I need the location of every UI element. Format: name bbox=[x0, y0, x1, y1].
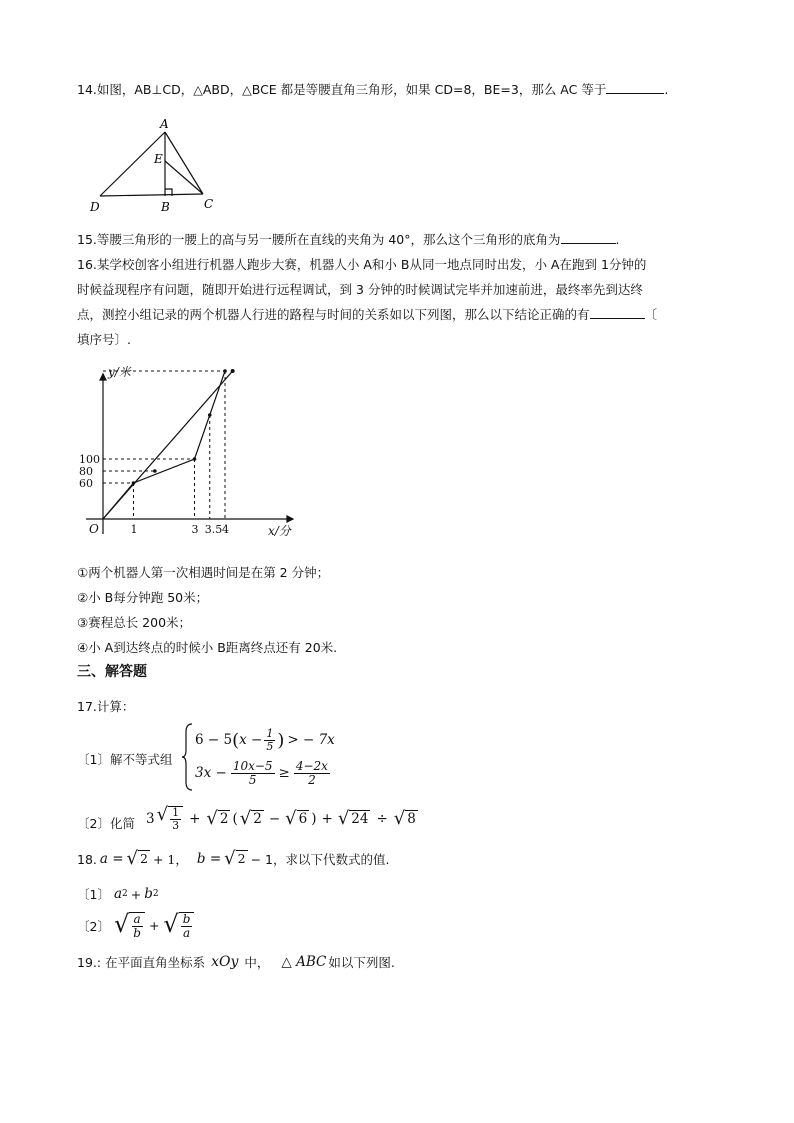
label-e: E bbox=[154, 152, 163, 166]
y-tick-80: 80 bbox=[79, 465, 93, 478]
data-point-b-end bbox=[231, 369, 235, 373]
label-d: D bbox=[90, 200, 100, 214]
simplify-expression: 3 √ $\frac{1}{3}$ + √ 2 ( √ 2 − √ 6 ) + √ 24 ÷ √ 8 bbox=[146, 804, 416, 832]
q16-statement-1: ①两个机器人第一次相遇时间是在第 2 分钟； bbox=[77, 565, 330, 580]
data-point-4 bbox=[223, 369, 227, 373]
question-19: 19.: 在平面直角坐标系 xOy 中， △ ABC 如以下列图. bbox=[77, 954, 395, 970]
y-axis-arrow bbox=[100, 374, 106, 380]
system-brace bbox=[182, 722, 194, 792]
data-point-3 bbox=[208, 413, 212, 417]
q14-triangle-figure bbox=[85, 112, 225, 217]
q15-text: 15.等腰三角形的一腰上的高与另一腰所在直线的夹角为 40°，那么这个三角形的底角为 bbox=[77, 232, 561, 247]
label-b: B bbox=[161, 200, 170, 214]
x-tick-4: 4 bbox=[222, 523, 229, 536]
question-14: 14.如图，AB⊥CD，△ABD，△BCE 都是等腰直角三角形，如果 CD=8，BE=3，那么 AC 等于 . bbox=[77, 82, 669, 97]
y-axis-label: y/米 bbox=[108, 365, 131, 379]
q17-part2-label: 〔2〕化简 bbox=[77, 816, 135, 831]
label-c: C bbox=[204, 197, 214, 211]
y-tick-100: 100 bbox=[79, 453, 100, 466]
x-tick-1: 1 bbox=[130, 523, 138, 536]
y-tick-60: 60 bbox=[79, 477, 93, 490]
q16-line-chart bbox=[78, 362, 303, 542]
segment-ac bbox=[165, 132, 203, 194]
q17-title: 17.计算： bbox=[77, 699, 135, 714]
q18-part2: 〔2〕 √ $\frac{a}{b}$ + √ $\frac{b}{a}$ bbox=[77, 912, 194, 939]
q16-statement-2: ②小 B每分钟跑 50米； bbox=[77, 590, 209, 605]
x-tick-3.5: 3.5 bbox=[204, 523, 223, 536]
data-point-1 bbox=[153, 469, 157, 473]
q16-statement-3: ③赛程总长 200米； bbox=[77, 615, 192, 630]
origin-label: O bbox=[89, 522, 99, 536]
question-18: 18. a = √ 2 + 1， b = √ 2 − 1，求以下代数式的值. bbox=[77, 848, 390, 869]
q15-answer-blank[interactable] bbox=[561, 231, 616, 244]
question-15: 15.等腰三角形的一腰上的高与另一腰所在直线的夹角为 40°，那么这个三角形的底角为 . bbox=[77, 232, 620, 247]
label-a: A bbox=[160, 117, 169, 131]
q16-line4: 填序号〕. bbox=[77, 332, 131, 347]
data-point-0 bbox=[132, 481, 136, 485]
q18-part1: 〔1〕 a 2 + b 2 bbox=[77, 886, 159, 902]
series-line-a bbox=[103, 371, 225, 519]
q16-statement-4: ④小 A到达终点的时候小 B距离终点还有 20米. bbox=[77, 640, 338, 655]
inequality-2: 3x − $\frac{10x-5}{5}$ ≥ $\frac{4-2x}{2}$ bbox=[195, 759, 328, 787]
q16-line3: 点，测控小组记录的两个机器人行进的路程与时间的关系如以下列图，那么以下结论正确的有 〔 bbox=[77, 307, 658, 322]
segment-dc bbox=[100, 194, 203, 196]
q16-line2: 时候益现程序有问题，随即开始进行远程调试，到 3 分钟的时候调试完毕并加速前进，最终率先到达终 bbox=[77, 282, 643, 297]
x-axis-label: x/分 bbox=[268, 524, 291, 538]
x-axis-arrow bbox=[287, 516, 293, 522]
q17-part1-label: 〔1〕解不等式组 bbox=[77, 752, 173, 767]
q14-text: 14.如图，AB⊥CD，△ABD，△BCE 都是等腰直角三角形，如果 CD=8，BE=3，那么 AC 等于 bbox=[77, 82, 607, 97]
q14-answer-blank[interactable] bbox=[606, 81, 664, 94]
section-heading: 三、解答题 bbox=[77, 664, 147, 680]
x-tick-3: 3 bbox=[191, 523, 199, 536]
series-line-b bbox=[103, 371, 233, 519]
q16-answer-blank[interactable] bbox=[590, 306, 645, 319]
data-point-2 bbox=[193, 457, 197, 461]
inequality-1: 6 − 5 ( x − $\frac{1}{5}$ ) > − 7x bbox=[195, 727, 335, 753]
q16-line1: 16.某学校创客小组进行机器人跑步大赛，机器人小 A和小 B从同一地点同时出发，小 A在跑到 1分钟的 bbox=[77, 257, 647, 272]
